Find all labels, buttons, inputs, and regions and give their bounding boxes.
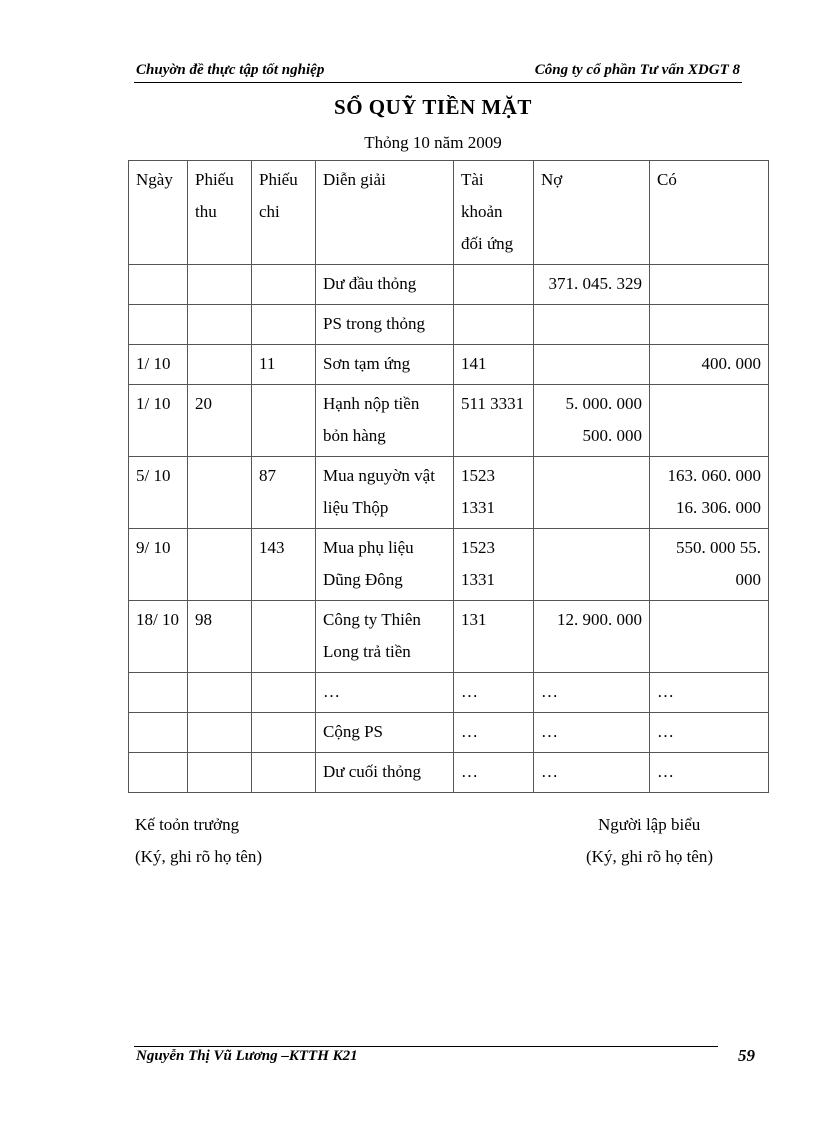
cell-description: … xyxy=(316,673,454,713)
cell-credit: … xyxy=(650,753,769,793)
cell-credit: … xyxy=(650,673,769,713)
cell-account: 1523 1331 xyxy=(454,529,534,601)
chief-accountant-note: (Ký, ghi rõ họ tên) xyxy=(135,847,263,866)
cell-payment xyxy=(252,265,316,305)
cell-debit: 12. 900. 000 xyxy=(534,601,650,673)
cell-description: PS trong thỏng xyxy=(316,305,454,345)
cell-receipt: 20 xyxy=(188,385,252,457)
cell-account: … xyxy=(454,753,534,793)
cell-account xyxy=(454,305,534,345)
col-header-date: Ngày xyxy=(129,161,188,265)
cell-account: 131 xyxy=(454,601,534,673)
cell-credit: 400. 000 xyxy=(650,345,769,385)
col-header-receipt: Phiếu thu xyxy=(188,161,252,265)
page-title: SỔ QUỸ TIỀN MẶT xyxy=(334,95,532,119)
cell-credit xyxy=(650,601,769,673)
cell-date xyxy=(129,673,188,713)
cell-debit xyxy=(534,529,650,601)
cell-description: Dư cuối thỏng xyxy=(316,753,454,793)
cell-receipt xyxy=(188,713,252,753)
cell-receipt xyxy=(188,265,252,305)
footer-author: Nguyễn Thị Vũ Lương –KTTH K21 xyxy=(136,1048,358,1064)
cell-payment xyxy=(252,753,316,793)
cell-debit: … xyxy=(534,673,650,713)
cell-account xyxy=(454,265,534,305)
cell-credit xyxy=(650,385,769,457)
cell-payment xyxy=(252,305,316,345)
cash-ledger-table xyxy=(128,160,769,793)
cell-account: 511 3331 xyxy=(454,385,534,457)
cell-description: Dư đầu thỏng xyxy=(316,265,454,305)
cell-debit xyxy=(534,457,650,529)
cell-debit: 5. 000. 000 500. 000 xyxy=(534,385,650,457)
cell-payment xyxy=(252,713,316,753)
cell-account: 1523 1331 xyxy=(454,457,534,529)
page-number: 59 xyxy=(738,1046,755,1065)
table-row xyxy=(129,753,769,793)
page-subtitle: Thỏng 10 năm 2009 xyxy=(364,133,502,152)
cell-debit: 371. 045. 329 xyxy=(534,265,650,305)
cell-description: Hạnh nộp tiền bỏn hàng xyxy=(316,385,454,457)
cell-date xyxy=(129,753,188,793)
cell-payment: 143 xyxy=(252,529,316,601)
cell-receipt: 98 xyxy=(188,601,252,673)
cell-date: 18/ 10 xyxy=(129,601,188,673)
cell-date: 1/ 10 xyxy=(129,345,188,385)
col-header-payment: Phiếu chi xyxy=(252,161,316,265)
table-header-row xyxy=(129,161,769,265)
table-row xyxy=(129,673,769,713)
running-header xyxy=(134,62,742,83)
preparer-title: Người lập biểu xyxy=(598,815,701,834)
cell-credit: 550. 000 55. 000 xyxy=(650,529,769,601)
cell-receipt xyxy=(188,673,252,713)
cell-debit: … xyxy=(534,753,650,793)
chief-accountant-title: Kế toỏn trưởng xyxy=(135,815,240,834)
cell-account: 141 xyxy=(454,345,534,385)
cell-date xyxy=(129,713,188,753)
cell-account: … xyxy=(454,673,534,713)
cell-date: 9/ 10 xyxy=(129,529,188,601)
table-row xyxy=(129,345,769,385)
preparer-note: (Ký, ghi rõ họ tên) xyxy=(586,847,714,866)
col-header-account: Tài khoản đối ứng xyxy=(454,161,534,265)
cell-debit: … xyxy=(534,713,650,753)
cell-account: … xyxy=(454,713,534,753)
table-row xyxy=(129,529,769,601)
footer-rule xyxy=(134,1046,718,1047)
cell-payment: 11 xyxy=(252,345,316,385)
cell-payment xyxy=(252,601,316,673)
cell-receipt xyxy=(188,345,252,385)
cell-credit xyxy=(650,265,769,305)
cell-receipt xyxy=(188,529,252,601)
table-row xyxy=(129,457,769,529)
table-row xyxy=(129,265,769,305)
cell-description: Mua phụ liệu Dũng Đông xyxy=(316,529,454,601)
cell-payment: 87 xyxy=(252,457,316,529)
col-header-description: Diễn giải xyxy=(316,161,454,265)
cell-debit xyxy=(534,345,650,385)
cell-date xyxy=(129,305,188,345)
cell-debit xyxy=(534,305,650,345)
header-right: Công ty cổ phần Tư vấn XDGT 8 xyxy=(534,62,740,78)
cell-date: 5/ 10 xyxy=(129,457,188,529)
cell-description: Sơn tạm ứng xyxy=(316,345,454,385)
cell-payment xyxy=(252,385,316,457)
table-row xyxy=(129,601,769,673)
table-row xyxy=(129,305,769,345)
header-left: Chuyờn đề thực tập tốt nghiệp xyxy=(136,62,325,78)
cell-receipt xyxy=(188,753,252,793)
cell-credit: … xyxy=(650,713,769,753)
col-header-debit: Nợ xyxy=(534,161,650,265)
table-row xyxy=(129,385,769,457)
cell-description: Mua nguyờn vật liệu Thộp xyxy=(316,457,454,529)
cell-credit: 163. 060. 000 16. 306. 000 xyxy=(650,457,769,529)
cell-receipt xyxy=(188,305,252,345)
cell-payment xyxy=(252,673,316,713)
cell-description: Cộng PS xyxy=(316,713,454,753)
col-header-credit: Có xyxy=(650,161,769,265)
cell-receipt xyxy=(188,457,252,529)
cell-date: 1/ 10 xyxy=(129,385,188,457)
table-row xyxy=(129,713,769,753)
cell-date xyxy=(129,265,188,305)
cell-credit xyxy=(650,305,769,345)
cell-description: Công ty Thiên Long trả tiền xyxy=(316,601,454,673)
